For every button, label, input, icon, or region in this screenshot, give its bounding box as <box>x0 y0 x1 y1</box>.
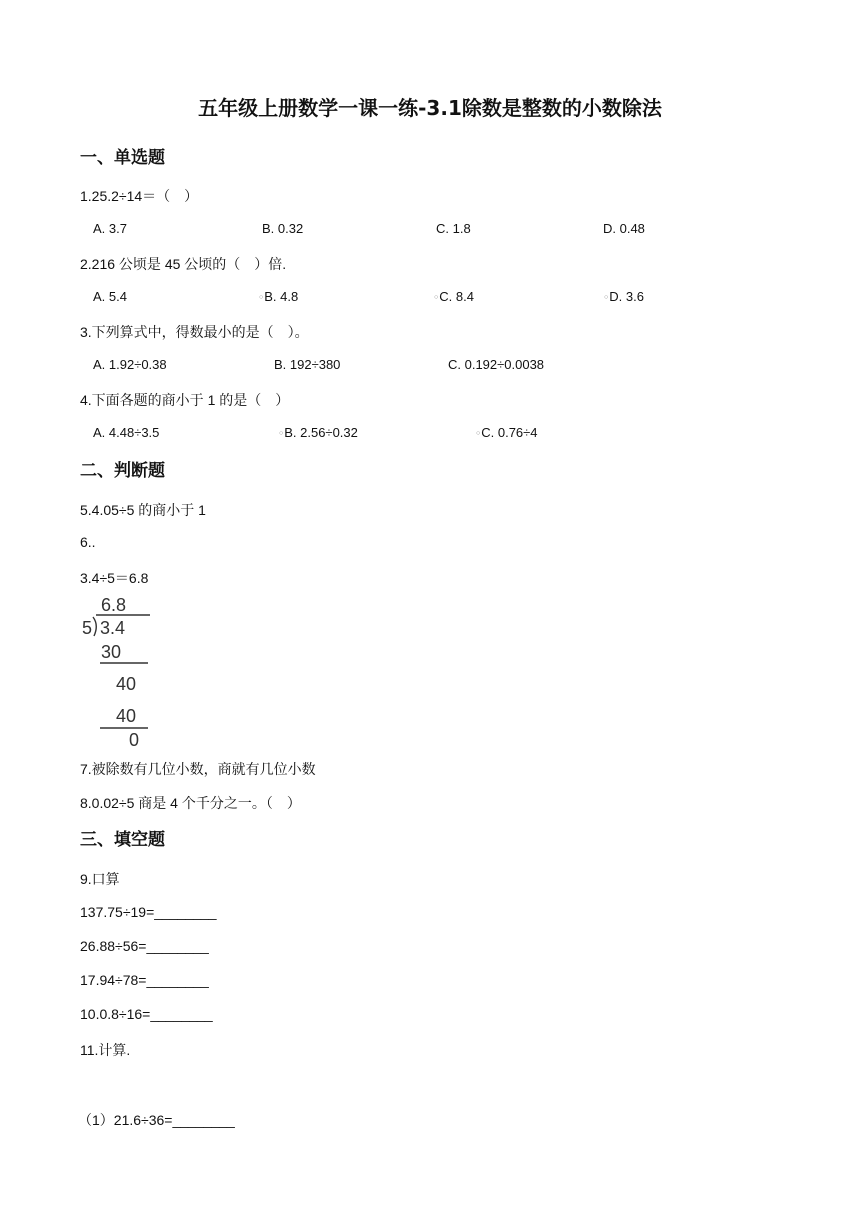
step-2-text: 40 <box>116 674 137 694</box>
q1-option-a: A. 3.7 <box>93 221 127 236</box>
q9-item-2: 26.88÷56=________ <box>80 938 209 954</box>
step-1-text: 30 <box>101 642 122 662</box>
question-11: 11.计算. <box>80 1042 131 1058</box>
question-6: 6.. <box>80 534 96 550</box>
question-5: 5.4.05÷5 的商小于 1 <box>80 502 206 518</box>
q2-option-a: A. 5.4 <box>93 289 127 304</box>
question-9: 9.口算 <box>80 871 120 887</box>
bullet-dot-icon: ○ <box>259 294 264 302</box>
q3-option-b: B. 192÷380 <box>274 357 341 372</box>
q2-option-d: D. 3.6 <box>609 289 644 304</box>
step-3-text: 40 <box>116 706 137 726</box>
q4-option-a: A. 4.48÷3.5 <box>93 425 160 440</box>
q2-option-c-wrap <box>434 289 474 304</box>
division-bracket <box>93 617 96 636</box>
question-4: 4.下面各题的商小于 1 的是（ ） <box>80 392 290 408</box>
q4-option-b: B. 2.56÷0.32 <box>284 425 358 440</box>
q2-option-d-wrap <box>604 289 644 304</box>
question-2: 2.216 公顷是 45 公顷的（ ）倍. <box>80 256 287 272</box>
question-7: 7.被除数有几位小数，商就有几位小数 <box>80 761 316 777</box>
section-heading-true-false: 二、判断题 <box>80 461 165 481</box>
q1-option-c: C. 1.8 <box>436 221 471 236</box>
question-1: 1.25.2÷14＝（ ） <box>80 188 199 204</box>
q1-option-b: B. 0.32 <box>262 221 304 236</box>
q4-option-b-wrap <box>279 425 358 440</box>
q2-option-c: C. 8.4 <box>439 289 474 304</box>
q2-option-b-wrap <box>259 289 298 304</box>
divisor-text: 5 <box>82 618 93 638</box>
long-division-figure <box>80 592 170 752</box>
q3-option-c: C. 0.192÷0.0038 <box>448 357 545 372</box>
section-heading-single-choice: 一、单选题 <box>80 148 165 168</box>
page-title: 五年级上册数学一课一练-3.1除数是整数的小数除法 <box>198 96 662 120</box>
bullet-dot-icon: ○ <box>476 430 481 438</box>
q2-option-b: B. 4.8 <box>264 289 299 304</box>
bullet-dot-icon: ○ <box>604 294 609 302</box>
q4-option-c-wrap <box>476 425 538 440</box>
q9-item-3: 17.94÷78=________ <box>80 972 209 988</box>
q3-option-a: A. 1.92÷0.38 <box>93 357 167 372</box>
question-3: 3.下列算式中，得数最小的是（ ）。 <box>80 324 309 340</box>
q1-option-d: D. 0.48 <box>603 221 645 236</box>
question-10: 10.0.8÷16=________ <box>80 1006 213 1022</box>
remainder-text: 0 <box>129 730 140 750</box>
section-heading-fill-blank: 三、填空题 <box>80 830 165 850</box>
bullet-dot-icon: ○ <box>434 294 439 302</box>
question-6-equation: 3.4÷5＝6.8 <box>80 570 149 586</box>
bullet-dot-icon: ○ <box>279 430 284 438</box>
q11-item-1: （1）21.6÷36=________ <box>78 1112 235 1128</box>
question-8: 8.0.02÷5 商是 4 个千分之一。（ ） <box>80 795 301 811</box>
q4-option-c: C. 0.76÷4 <box>481 425 538 440</box>
dividend-text: 3.4 <box>100 618 126 638</box>
quotient-text: 6.8 <box>101 595 127 615</box>
q9-item-1: 137.75÷19=________ <box>80 904 217 920</box>
